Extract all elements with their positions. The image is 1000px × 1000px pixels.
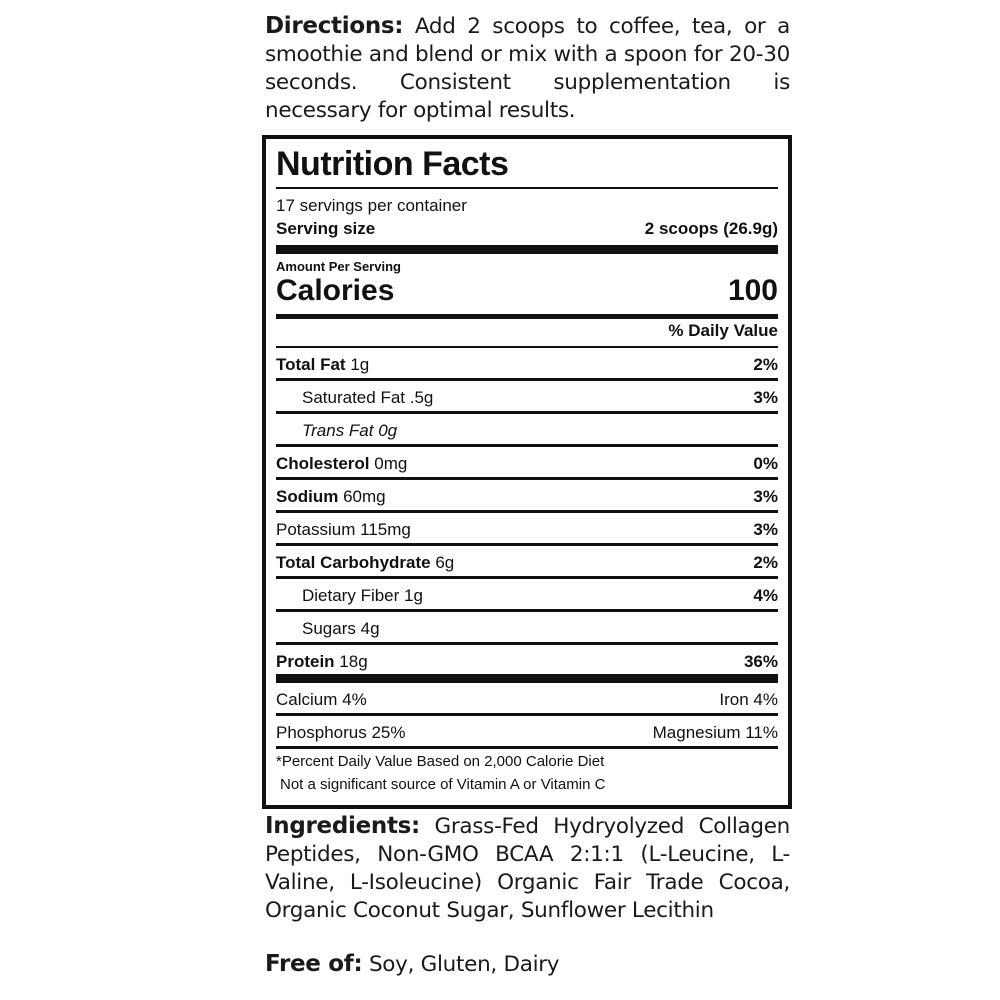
serving-size-value: 2 scoops (26.9g)	[644, 219, 778, 238]
daily-value-percent: 2%	[753, 355, 778, 374]
nutrient-row-cholesterol	[276, 447, 778, 480]
nutrient-label: Sodium 60mg	[276, 487, 386, 506]
nutrient-label: Sugars 4g	[302, 619, 380, 638]
nutrient-row-saturated-fat	[276, 381, 778, 414]
calories-label: Calories	[276, 274, 395, 307]
nutrient-label: Potassium 115mg	[276, 520, 411, 539]
footnote-vitamins: Not a significant source of Vitamin A or Vitamin C	[280, 776, 606, 793]
free-of-text: Soy, Gluten, Dairy	[368, 952, 560, 977]
nutrient-row-potassium	[276, 513, 778, 546]
directions-text: Add 2 scoops to coffee, tea, or a smoothie and blend or mix with a spoon for 20-30 seconds. Consistent supplementation is necessary for optimal results.	[265, 14, 790, 123]
nutrient-label: Protein 18g	[276, 652, 368, 671]
daily-value-percent: 3%	[753, 520, 778, 539]
daily-value-percent: 36%	[743, 652, 778, 671]
directions-label: Directions:	[265, 13, 404, 39]
nutrient-row-total-fat	[276, 348, 778, 381]
nutrient-label: Total Carbohydrate 6g	[276, 553, 455, 572]
ingredients-text: Grass-Fed Hydryolyzed Collagen Peptides, Non-GMO BCAA 2:1:1 (L-Leucine, L-Valine, L-Isoleucine) Organic Fair Trade Cocoa, Organic Coconut Sugar, Sunflower Lecithin	[265, 814, 790, 923]
nutrient-label: Dietary Fiber 1g	[302, 586, 423, 605]
footnote-daily-value: *Percent Daily Value Based on 2,000 Calorie Diet	[276, 753, 605, 770]
mineral-left: Phosphorus 25%	[276, 723, 406, 742]
nutrient-label: Cholesterol 0mg	[276, 454, 408, 473]
daily-value-percent: 3%	[753, 487, 778, 506]
directions-paragraph	[265, 12, 790, 125]
nutrient-row-dietary-fiber	[276, 579, 778, 612]
calories-value: 100	[727, 274, 778, 307]
servings-per-container: 17 servings per container	[276, 196, 467, 215]
mineral-left: Calcium 4%	[276, 690, 367, 709]
nutrient-row-trans-fat	[276, 414, 778, 447]
nutrient-row-sodium	[276, 480, 778, 513]
mineral-right: Magnesium 11%	[652, 723, 778, 742]
thick-divider	[276, 674, 778, 683]
nutrient-label: Total Fat 1g	[276, 355, 370, 374]
nutrient-row-total-carbohydrate	[276, 546, 778, 579]
medium-divider	[276, 314, 778, 319]
divider	[276, 187, 778, 189]
nutrient-label: Trans Fat 0g	[302, 421, 398, 440]
ingredients-label: Ingredients:	[265, 813, 420, 839]
serving-size-label: Serving size	[276, 219, 376, 238]
ingredients-paragraph	[265, 812, 790, 925]
free-of-paragraph	[265, 950, 790, 979]
daily-value-percent: 3%	[753, 388, 778, 407]
nutrient-row-sugars	[276, 612, 778, 645]
free-of-label: Free of:	[265, 951, 363, 977]
daily-value-percent: 0%	[753, 454, 778, 473]
daily-value-header: % Daily Value	[668, 321, 778, 340]
amount-per-serving-label: Amount Per Serving	[276, 259, 401, 274]
nutrition-facts-title: Nutrition Facts	[276, 145, 509, 183]
thick-divider	[276, 245, 778, 254]
nutrition-facts-panel	[262, 135, 792, 809]
mineral-row	[276, 716, 778, 749]
mineral-row	[276, 683, 778, 716]
daily-value-percent: 2%	[753, 553, 778, 572]
divider	[276, 746, 778, 749]
nutrient-label: Saturated Fat .5g	[302, 388, 434, 407]
daily-value-percent: 4%	[753, 586, 778, 605]
mineral-right: Iron 4%	[719, 690, 778, 709]
